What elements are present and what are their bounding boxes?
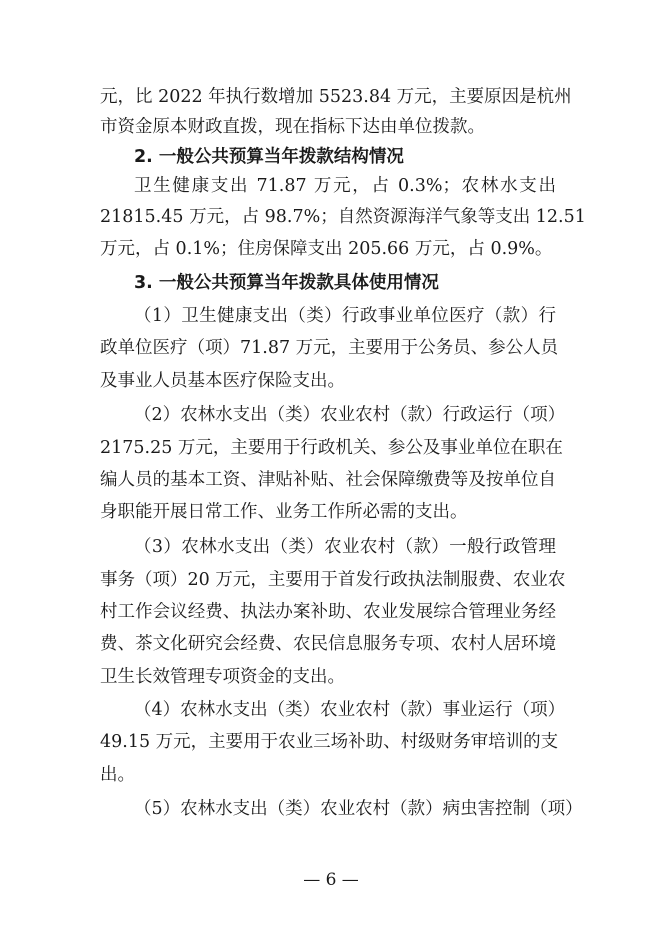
body-text-line: 元，比 2022 年执行数增加 5523.84 万元，主要原因是杭州 xyxy=(100,87,572,107)
body-text-line: 49.15 万元，主要用于农业三场补助、村级财务审培训的支 xyxy=(100,732,559,752)
body-text-line: 村工作会议经费、执法办案补助、农业发展综合管理业务经 xyxy=(100,602,556,622)
body-text-line: 身职能开展日常工作、业务工作所必需的支出。 xyxy=(100,502,468,522)
body-text-line: 卫生长效管理专项资金的支出。 xyxy=(100,667,345,687)
body-text-line: 事务（项）20 万元，主要用于首发行政执法制服费、农业农 xyxy=(100,570,566,590)
body-text-line: 市资金原本财政直拨，现在指标下达由单位拨款。 xyxy=(100,117,485,137)
body-text-line: （4）农林水支出（类）农业农村（款）事业运行（项） xyxy=(134,700,566,720)
body-text-line: （1）卫生健康支出（类）行政事业单位医疗（款）行 xyxy=(134,306,556,326)
body-text-line: （2）农林水支出（类）农业农村（款）行政运行（项） xyxy=(134,405,566,425)
body-text-line: 费、茶文化研究会经费、农民信息服务专项、农村人居环境 xyxy=(100,634,556,654)
body-text-line: （5）农林水支出（类）农业农村（款）病虫害控制（项） xyxy=(134,799,583,819)
page-number: — 6 — xyxy=(303,870,359,890)
body-text-line: 21815.45 万元，占 98.7%；自然资源海洋气象等支出 12.51 xyxy=(100,207,586,227)
body-text-line: 政单位医疗（项）71.87 万元，主要用于公务员、参公人员 xyxy=(100,338,559,358)
section-heading-2: 2. 一般公共预算当年拨款结构情况 xyxy=(134,147,404,167)
body-text-line: 及事业人员基本医疗保险支出。 xyxy=(100,371,345,391)
body-text-line: 万元，占 0.1%；住房保障支出 205.66 万元，占 0.9%。 xyxy=(100,239,553,259)
body-text-line: （3）农林水支出（类）农业农村（款）一般行政管理 xyxy=(134,537,556,557)
body-text-line: 2175.25 万元，主要用于行政机关、参公及事业单位在职在 xyxy=(100,438,563,458)
body-text-line: 出。 xyxy=(100,765,135,785)
body-text-line: 卫生健康支出 71.87 万元，占 0.3%；农林水支出 xyxy=(134,176,556,196)
section-heading-3: 3. 一般公共预算当年拨款具体使用情况 xyxy=(134,273,439,293)
body-text-line: 编人员的基本工资、津贴补贴、社会保障缴费等及按单位自 xyxy=(100,470,556,490)
